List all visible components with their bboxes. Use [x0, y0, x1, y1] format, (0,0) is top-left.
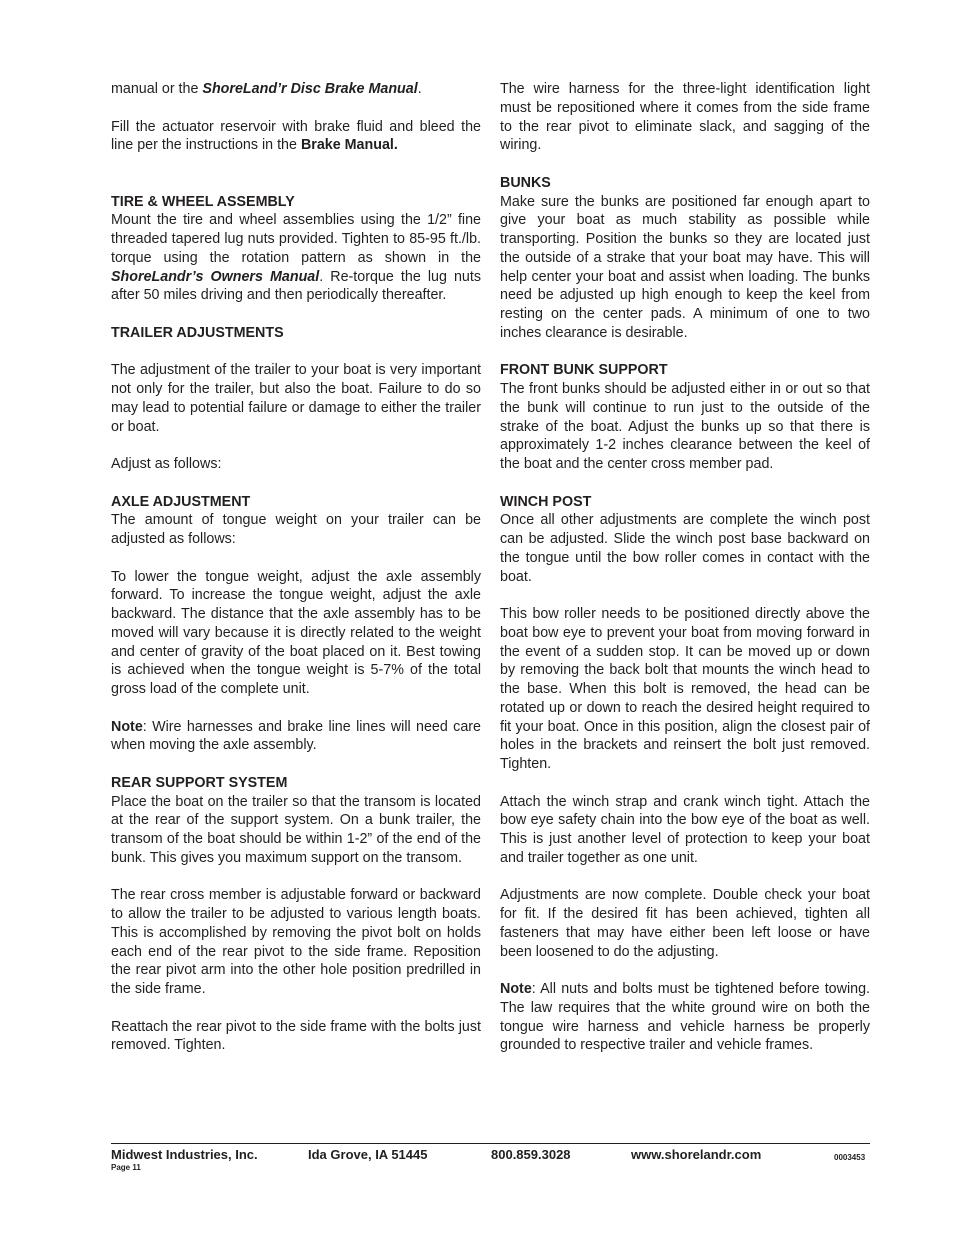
paragraph-wire-harness: The wire harness for the three-light identification light must be repositioned where it comes from the side frame to the rear pivot to eliminate slack, and sagging of the wiring. [500, 81, 870, 154]
footer-location: Ida Grove, IA 51445 [308, 1147, 428, 1162]
owners-manual-title: ShoreLandr’s Owners Manual [111, 268, 320, 285]
paragraph-rear-1: Place the boat on the trailer so that the transom is located at the rear of the support system. On a bunk trailer, the transom of the boat should be within 1-2” of the end of the bunk. This gives you maximum support on the transom. [111, 793, 481, 866]
paragraph-winch-3: Attach the winch strap and crank winch tight. Attach the bow eye safety chain into the bow eye of the boat as well. This is just another level of protection to keep your boat and trailer together as one unit. [500, 793, 870, 866]
paragraph-tire-wheel: Mount the tire and wheel assemblies using the 1/2” fine threaded tapered lug nuts provided. Tighten to 85-95 ft./lb. torque using the rotation pattern as shown in the ShoreLandr’s Owners Manual. Re-torque the lug nuts after 50 miles driving and then periodically thereafter. [111, 212, 481, 304]
heading-front-bunk-support: FRONT BUNK SUPPORT [500, 362, 668, 379]
paragraph-front-bunk: The front bunks should be adjusted either in or out so that the bunk will continue to run just to the outside of the strake of the boat. Adjust the bunks up so that there is approximately 1-2 inches clearance between the keel of the boat and the center cross member pad. [500, 381, 870, 472]
paragraph-trailer-adjustments: The adjustment of the trailer to your boat is very important not only for the trailer, but also the boat. Failure to do so may lead to potential failure or damage to either the trailer or boat. [111, 362, 481, 435]
right-column [500, 80, 870, 1074]
page-number: Page 11 [111, 1163, 141, 1172]
brake-manual-title: Brake Manual. [300, 137, 398, 154]
footer-phone: 800.859.3028 [491, 1147, 571, 1162]
manual-title: ShoreLand’r Disc Brake Manual [202, 81, 418, 97]
paragraph-final-note: Note: All nuts and bolts must be tightened before towing. The law requires that the white ground wire on both the tongue wire harness and vehicle harness be properly grounded to respective trailer and vehicle frames. [500, 981, 870, 1054]
note-label: Note [500, 981, 532, 997]
note-label: Note [111, 718, 143, 735]
paragraph-rear-3: Reattach the rear pivot to the side frame with the bolts just removed. Tighten. [111, 1018, 481, 1054]
heading-bunks: BUNKS [500, 174, 551, 191]
heading-trailer-adjustments: TRAILER ADJUSTMENTS [111, 324, 284, 341]
paragraph-axle-1: The amount of tongue weight on your trailer can be adjusted as follows: [111, 512, 481, 547]
heading-rear-support: REAR SUPPORT SYSTEM [111, 774, 288, 791]
footer-website: www.shorelandr.com [631, 1147, 762, 1162]
paragraph-bunks: Make sure the bunks are positioned far enough apart to give your boat as much stability as possible while transporting. Position the bunks so they are located just the outside of a strake that your boat may have. This will help center your boat and assist when loading. The bunks need be adjusted up high enough to keep the keel from resting on the center pads. A minimum of one to two inches clearance is desirable. [500, 193, 870, 341]
left-column [111, 80, 481, 1074]
paragraph-winch-2: This bow roller needs to be positioned directly above the boat bow eye to prevent your boat from moving forward in the event of a sudden stop. It can be moved up or down by removing the back bolt that mounts the winch head to the base. When this bolt is removed, the head can be rotated up or down to reach the desired height required to fit your boat. Once in this position, align the closest pair of holes in the brackets and reinsert the bolt just removed. Tighten. [500, 606, 870, 772]
paragraph-axle-2: To lower the tongue weight, adjust the axle assembly forward. To increase the tongue weight, adjust the axle backward. The distance that the axle assembly has to be moved will vary because it is directly related to the weight and center of gravity of the boat placed on it. Best towing is achieved when the tongue weight is 5-7% of the total gross load of the complete unit. [111, 568, 481, 697]
heading-winch-post: WINCH POST [500, 493, 592, 510]
footer-company: Midwest Industries, Inc. [111, 1147, 258, 1162]
paragraph-adjustments-complete: Adjustments are now complete. Double check your boat for fit. If the desired fit has been achieved, tighten all fasteners that may have either been left loose or have been loosened to do the adjusting. [500, 887, 870, 960]
footer-doc-code: 0003453 [834, 1153, 866, 1162]
paragraph-axle-note: Note: Wire harnesses and brake line lines will need care when moving the axle assembly. [111, 718, 481, 754]
paragraph-disc-brake-manual: manual or the ShoreLand’r Disc Brake Manual. [111, 81, 422, 97]
heading-tire-wheel: TIRE & WHEEL ASSEMBLY [111, 193, 295, 210]
heading-axle-adjustment: AXLE ADJUSTMENT [111, 493, 251, 510]
footer-divider [111, 1143, 870, 1144]
paragraph-adjust-as-follows: Adjust as follows: [111, 456, 222, 472]
paragraph-rear-2: The rear cross member is adjustable forward or backward to allow the trailer to be adjusted to various length boats. This is accomplished by removing the pivot bolt on holds each end of the rear pivot to the side frame. Reposition the rear pivot arm into the other hole position predrilled in the side frame. [111, 887, 481, 997]
paragraph-winch-1: Once all other adjustments are complete the winch post can be adjusted. Slide the winch post base backward on the tongue until the bow roller comes in contact with the boat. [500, 512, 870, 585]
paragraph-reservoir: Fill the actuator reservoir with brake fluid and bleed the line per the instructions in the Brake Manual. [111, 118, 481, 154]
